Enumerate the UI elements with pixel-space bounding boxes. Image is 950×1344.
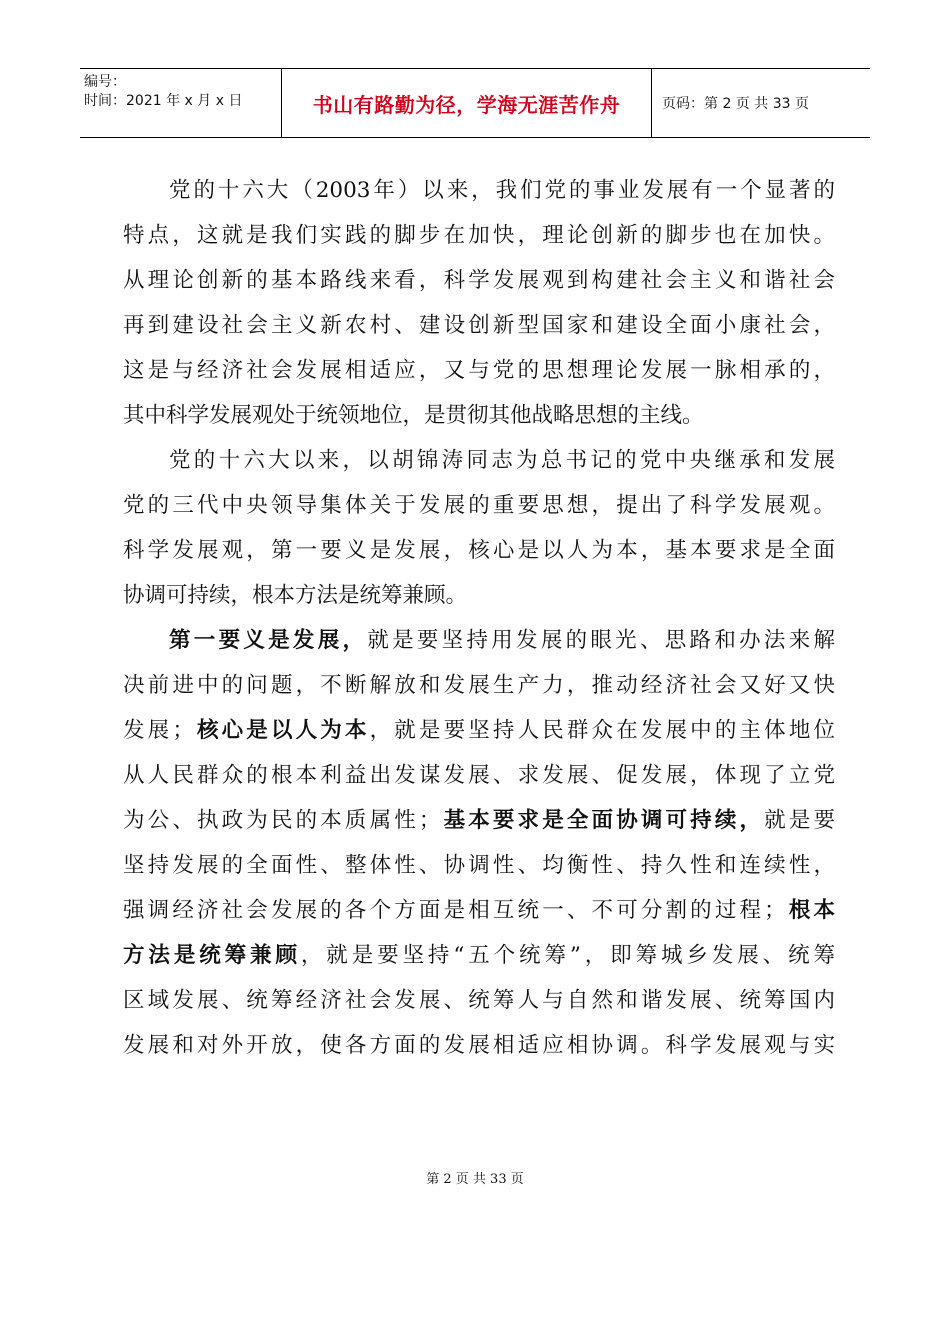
text-segment: 区域发展、统筹经济社会发展、统筹人与自然和谐发展、统筹国内 (123, 988, 835, 1013)
bold-term: 第一要义是发展， (169, 628, 368, 653)
paragraph-line: 党的十六大以来，以胡锦涛同志为总书记的党中央继承和发展 (169, 448, 835, 473)
text-segment: 发展； (123, 718, 194, 743)
text-segment: 强调经济社会发展的各个方面是相互统一、不可分割的过程； (123, 898, 786, 923)
text-segment: ，就是要坚持“五个统筹”，即筹城乡发展、统筹 (300, 943, 835, 968)
paragraph-line (123, 753, 835, 798)
header-time-label: 时间：2021 年 x 月 x 日 (84, 93, 243, 109)
page-footer: 第 2 页 共 33 页 (426, 1172, 524, 1187)
header-motto: 书山有路勤为径，学海无涯苦作舟 (282, 69, 652, 137)
paragraph-line (123, 888, 835, 933)
text-segment: 坚持发展的全面性、整体性、协调性、均衡性、持久性和连续性， (123, 853, 835, 878)
bold-term: 基本要求是全面协调可持续， (440, 808, 765, 833)
paragraph-line (123, 663, 835, 708)
paragraph-line: 特点，这就是我们实践的脚步在加快，理论创新的脚步也在加快。 (123, 223, 835, 248)
paragraph-line: 再到建设社会主义新农村、建设创新型国家和建设全面小康社会， (123, 313, 835, 338)
text-segment: ，就是要坚持人民群众在发展中的主体地位 (369, 718, 835, 743)
page-header (80, 68, 870, 138)
text-segment: 发展和对外开放，使各方面的发展相适应相协调。科学发展观与实 (123, 1033, 835, 1058)
paragraph-line (123, 708, 835, 753)
document-body (123, 168, 835, 1068)
paragraph-line: 党的十六大（2003年）以来，我们党的事业发展有一个显著的 (169, 178, 835, 203)
paragraph-line: 其中科学发展观处于统领地位，是贯彻其他战略思想的主线。 (123, 403, 704, 428)
paragraph-line: 科学发展观，第一要义是发展，核心是以人为本，基本要求是全面 (123, 538, 835, 563)
text-segment: 决前进中的问题，不断解放和发展生产力，推动经济社会又好又快 (123, 673, 835, 698)
bold-term: 根本 (785, 898, 835, 923)
paragraph-line (123, 1023, 835, 1068)
paragraph-line (123, 843, 835, 888)
text-segment: 就是要坚持用发展的眼光、思路和办法来解 (367, 628, 835, 653)
paragraph-line (123, 978, 835, 1023)
header-number-label: 编号： (84, 74, 126, 90)
paragraph-line: 协调可持续，根本方法是统筹兼顾。 (123, 583, 468, 608)
header-meta (80, 69, 282, 137)
paragraph-line: 这是与经济社会发展相适应，又与党的思想理论发展一脉相承的， (123, 358, 835, 383)
bold-term: 核心是以人为本 (193, 718, 370, 743)
bold-term: 方法是统筹兼顾 (123, 943, 301, 968)
paragraph-line (123, 618, 835, 663)
text-segment: 从人民群众的根本利益出发谋发展、求发展、促发展，体现了立党 (123, 763, 835, 788)
paragraph-line (123, 798, 835, 843)
text-segment: 为公、执政为民的本质属性； (123, 808, 441, 833)
paragraph-line (123, 933, 835, 978)
text-segment: 就是要 (764, 808, 835, 833)
header-page-label: 页码：第 2 页 共 33 页 (662, 96, 809, 112)
paragraph-line: 从理论创新的基本路线来看，科学发展观到构建社会主义和谐社会 (123, 268, 835, 293)
paragraph-line: 党的三代中央领导集体关于发展的重要思想，提出了科学发展观。 (123, 493, 835, 518)
